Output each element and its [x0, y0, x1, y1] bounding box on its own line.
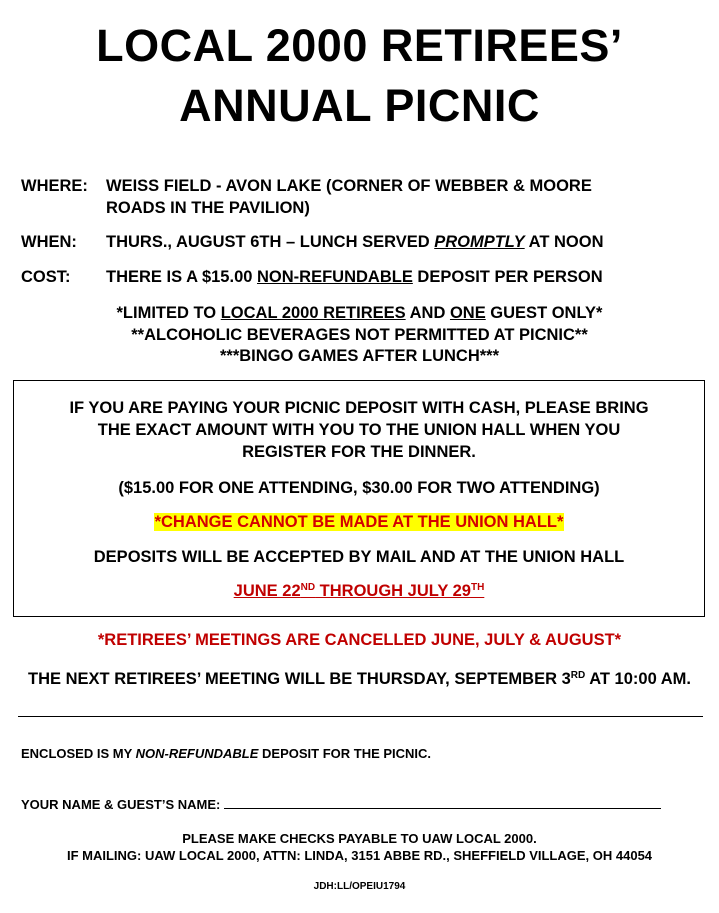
- cash-line-3: REGISTER FOR THE DINNER.: [242, 443, 476, 461]
- when-value: [106, 232, 706, 252]
- when-emphasis: PROMPTLY: [434, 233, 525, 251]
- mailing-address: IF MAILING: UAW LOCAL 2000, ATTN: LINDA, 3151 ABBE RD., SHEFFIELD VILLAGE, OH 44054: [66, 848, 653, 863]
- deposit-dates: [14, 581, 704, 601]
- limited-text-end: GUEST ONLY*: [485, 304, 603, 322]
- enclosed-emphasis: NON-REFUNDABLE: [135, 746, 259, 761]
- cost-value: [106, 267, 706, 287]
- limited-underlined-2: ONE: [449, 304, 486, 322]
- dates-end: THROUGH JULY 29: [315, 582, 471, 600]
- cost-text: THERE IS A $15.00: [106, 268, 258, 286]
- cost-label: COST:: [21, 268, 71, 286]
- limited-text-mid: AND: [405, 304, 450, 322]
- enclosed-text-end: DEPOSIT FOR THE PICNIC.: [258, 746, 432, 761]
- when-label: WHEN:: [21, 233, 77, 251]
- when-text: THURS., AUGUST 6TH – LUNCH SERVED: [106, 233, 435, 251]
- deposits-line: DEPOSITS WILL BE ACCEPTED BY MAIL AND AT THE UNION HALL: [93, 548, 625, 566]
- where-label: WHERE:: [21, 177, 88, 195]
- limited-underlined-1: LOCAL 2000 RETIREES: [220, 304, 406, 322]
- cost-underlined: NON-REFUNDABLE: [257, 268, 413, 286]
- amounts-line: ($15.00 FOR ONE ATTENDING, $30.00 FOR TWO ATTENDING): [118, 479, 600, 497]
- title-line-1: LOCAL 2000 RETIREES’: [96, 20, 623, 71]
- next-meeting-sup: RD: [570, 670, 586, 681]
- cash-info-box: [13, 380, 705, 617]
- dates-start: JUNE 22: [233, 582, 301, 600]
- next-meeting-time: AT 10:00 AM.: [585, 670, 691, 688]
- next-meeting: [0, 669, 719, 689]
- change-notice: [14, 512, 704, 532]
- cost-text-end: DEPOSIT PER PERSON: [412, 268, 603, 286]
- next-meeting-text: THE NEXT RETIREES’ MEETING WILL BE THURSDAY, SEPTEMBER 3: [28, 670, 571, 688]
- dates-sup-2: TH: [470, 582, 485, 593]
- name-field-label: YOUR NAME & GUEST’S NAME:: [21, 797, 221, 812]
- divider-line: [18, 716, 703, 717]
- where-value-line-1: WEISS FIELD - AVON LAKE (CORNER OF WEBBER & MOORE: [106, 177, 592, 195]
- limited-text: *LIMITED TO: [116, 304, 221, 322]
- cash-line-2: THE EXACT AMOUNT WITH YOU TO THE UNION HALL WHEN YOU: [97, 421, 621, 439]
- name-blank-line[interactable]: [224, 794, 661, 809]
- checks-payable: PLEASE MAKE CHECKS PAYABLE TO UAW LOCAL 2000.: [182, 831, 537, 846]
- limited-note: [0, 303, 719, 323]
- bingo-note: ***BINGO GAMES AFTER LUNCH***: [220, 347, 499, 365]
- footer-code: JDH:LL/OPEIU1794: [313, 881, 406, 892]
- alcohol-note: **ALCOHOLIC BEVERAGES NOT PERMITTED AT PICNIC**: [131, 326, 588, 344]
- meetings-cancelled: *RETIREES’ MEETINGS ARE CANCELLED JUNE, JULY & AUGUST*: [97, 631, 622, 649]
- dates-sup-1: ND: [300, 582, 316, 593]
- change-highlight: *CHANGE CANNOT BE MADE AT THE UNION HALL*: [154, 513, 564, 531]
- where-value-line-2: ROADS IN THE PAVILION): [106, 199, 310, 217]
- enclosed-statement: [21, 745, 431, 763]
- enclosed-text: ENCLOSED IS MY: [21, 746, 136, 761]
- cash-line-1: IF YOU ARE PAYING YOUR PICNIC DEPOSIT WITH CASH, PLEASE BRING: [69, 399, 649, 417]
- title-line-2: ANNUAL PICNIC: [179, 80, 540, 131]
- when-text-end: AT NOON: [524, 233, 604, 251]
- name-field-row: [21, 794, 661, 814]
